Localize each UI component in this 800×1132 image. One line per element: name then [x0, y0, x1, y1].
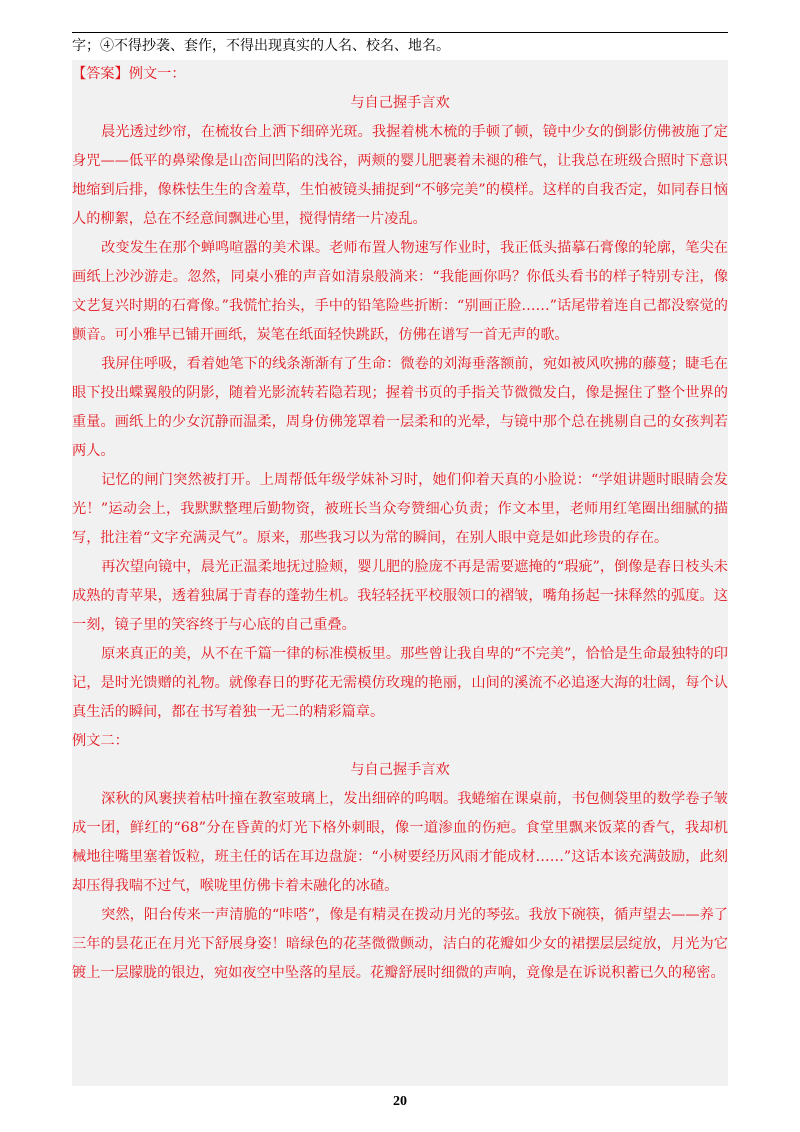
- page-number: 20: [393, 1094, 407, 1109]
- essay2-label: 例文二：: [72, 733, 129, 749]
- essay1-paragraph-5: 再次望向镜中，晨光正温柔地抚过脸颊，婴儿肥的脸庞不再是需要遮掩的“瑕疵”，倒像是春日枝头未成熟的青苹果，透着独属于青春的蓬勃生机。我轻轻抚平校服领口的褶皱，嘴角扬起一抹释然的弧度。这一刻，镜子里的笑容终于与心底的自己重叠。: [72, 559, 728, 633]
- essay1-title: 与自己握手言欢: [350, 95, 450, 111]
- essay2-paragraph-2: 突然，阳台传来一声清脆的“咔嗒”，像是有精灵在拨动月光的琴弦。我放下碗筷，循声望去——养了三年的昙花正在月光下舒展身姿！暗绿色的花茎微微颤动，洁白的花瓣如少女的裙摆层层绽放，月光为它镀上一层朦胧的银边，宛如夜空中坠落的星辰。花瓣舒展时细微的声响，竟像是在诉说积蓄已久的秘密。: [72, 907, 728, 981]
- answer-label: 【答案】: [72, 66, 129, 82]
- answer-box: [72, 60, 728, 1086]
- essay1-paragraph-1: 晨光透过纱帘，在梳妆台上洒下细碎光斑。我握着桃木梳的手顿了顿，镜中少女的倒影仿佛被施了定身咒——低平的鼻梁像是山峦间凹陷的浅谷，两颊的婴儿肥裹着未褪的稚气，让我总在班级合照时下意识地缩到后排，像株怯生生的含羞草，生怕被镜头捕捉到“不够完美”的模样。这样的自我否定，如同春日恼人的柳絮，总在不经意间飘进心里，搅得情绪一片凌乱。: [72, 124, 728, 227]
- essay2-title: 与自己握手言欢: [350, 762, 450, 778]
- essay1-label: 例文一：: [128, 66, 186, 82]
- essay1-paragraph-4: 记忆的闸门突然被打开。上周帮低年级学妹补习时，她们仰着天真的小脸说：“学姐讲题时眼睛会发光！”运动会上，我默默整理后勤物资，被班长当众夸赞细心负责；作文本里，老师用红笔圈出细腻的描写，批注着“文字充满灵气”。原来，那些我习以为常的瞬间，在别人眼中竟是如此珍贵的存在。: [72, 472, 728, 546]
- answer-heading: [72, 60, 728, 89]
- header-rule: [72, 32, 728, 33]
- header-line: 字；④不得抄袭、套作，不得出现真实的人名、校名、地名。: [72, 38, 450, 54]
- essay2-paragraph-1: 深秋的风裹挟着枯叶撞在教室玻璃上，发出细碎的呜咽。我蜷缩在课桌前，书包侧袋里的数学卷子皱成一团，鲜红的“68”分在昏黄的灯光下格外刺眼，像一道渗血的伤疤。食堂里飘来饭菜的香气，我却机械地往嘴里塞着饭粒，班主任的话在耳边盘旋：“小树要经历风雨才能成材……”这话本该充满鼓励，此刻却压得我喘不过气，喉咙里仿佛卡着未融化的冰碴。: [72, 791, 728, 894]
- essay1-paragraph-6: 原来真正的美，从不在千篇一律的标准模板里。那些曾让我自卑的“不完美”，恰恰是生命最独特的印记，是时光馈赠的礼物。就像春日的野花无需模仿玫瑰的艳丽，山间的溪流不必追逐大海的壮阔，每个认真生活的瞬间，都在书写着独一无二的精彩篇章。: [72, 646, 728, 720]
- essay1-paragraph-2: 改变发生在那个蝉鸣喧嚣的美术课。老师布置人物速写作业时，我正低头描摹石膏像的轮廓，笔尖在画纸上沙沙游走。忽然，同桌小雅的声音如清泉般淌来：“我能画你吗？你低头看书的样子特别专注，像文艺复兴时期的石膏像。”我慌忙抬头，手中的铅笔险些折断：“别画正脸……”话尾带着连自己都没察觉的颤音。可小雅早已铺开画纸，炭笔在纸面轻快跳跃，仿佛在谱写一首无声的歌。: [72, 240, 728, 343]
- essay1-paragraph-3: 我屏住呼吸，看着她笔下的线条渐渐有了生命：微卷的刘海垂落额前，宛如被风吹拂的藤蔓；睫毛在眼下投出蝶翼般的阴影，随着光影流转若隐若现；握着书页的手指关节微微发白，像是握住了整个世界的重量。画纸上的少女沉静而温柔，周身仿佛笼罩着一层柔和的光晕，与镜中那个总在挑剔自己的女孩判若两人。: [72, 356, 728, 459]
